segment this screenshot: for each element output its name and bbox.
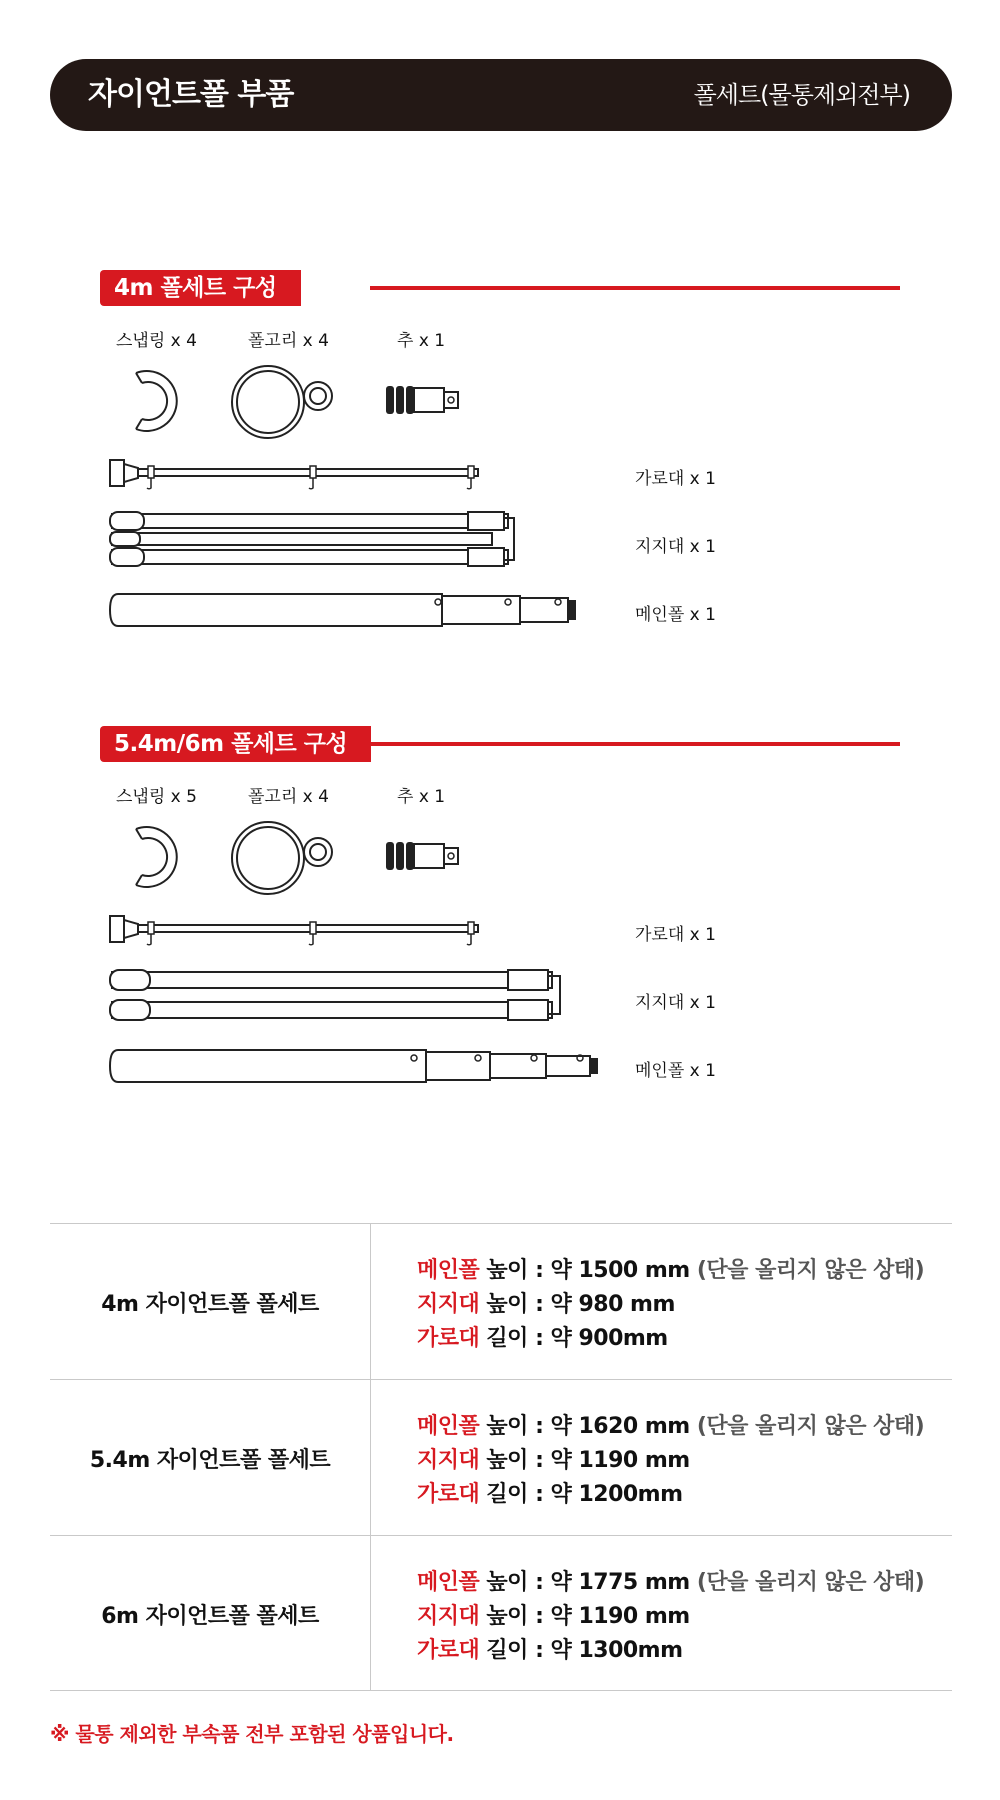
page-subtitle: 폴세트(물통제외전부) [693, 81, 910, 109]
spec-note: (단을 올리지 않은 상태) [689, 1570, 925, 1595]
spec-value: 높이 : 약 1620 mm [479, 1414, 690, 1439]
spec-lines [417, 1410, 924, 1512]
mainpole-label: 메인폴 x 1 [635, 605, 716, 625]
section-title: 5.4m/6m 폴세트 구성 [100, 726, 371, 762]
section-title: 4m 폴세트 구성 [100, 270, 301, 306]
spec-value: 높이 : 약 1500 mm [479, 1258, 690, 1283]
column-divider [370, 1224, 371, 1379]
spec-line-mainpole [417, 1254, 924, 1288]
spec-value: 높이 : 약 1190 mm [479, 1448, 690, 1473]
spec-key: 메인폴 [417, 1258, 480, 1283]
support-label: 지지대 x 1 [635, 993, 716, 1013]
spec-key: 지지대 [417, 1448, 480, 1473]
mainpole-icon [108, 588, 578, 632]
spec-value: 높이 : 약 980 mm [479, 1292, 675, 1317]
support-icon [108, 510, 518, 572]
spec-line-support [417, 1444, 924, 1478]
weight-label: 추 x 1 [397, 331, 446, 351]
spec-line-crossbar [417, 1634, 924, 1668]
spec-line-mainpole [417, 1410, 924, 1444]
polering-label: 폴고리 x 4 [248, 787, 329, 807]
table-row [50, 1223, 952, 1379]
crossbar-label: 가로대 x 1 [635, 925, 716, 945]
support-icon [108, 966, 568, 1028]
snapring-icon [124, 821, 194, 893]
spec-table [50, 1223, 952, 1691]
table-row [50, 1535, 952, 1691]
spec-value: 길이 : 약 1200mm [479, 1482, 683, 1507]
table-row [50, 1379, 952, 1535]
spec-key: 메인폴 [417, 1570, 480, 1595]
crossbar-icon [108, 912, 488, 952]
spec-key: 메인폴 [417, 1414, 480, 1439]
spec-lines [417, 1254, 924, 1356]
spec-line-support [417, 1288, 924, 1322]
spec-line-mainpole [417, 1566, 924, 1600]
spec-value: 높이 : 약 1190 mm [479, 1604, 690, 1629]
spec-key: 가로대 [417, 1326, 480, 1351]
section-divider [370, 286, 900, 290]
product-name: 4m 자이언트폴 폴세트 [101, 1291, 319, 1317]
mainpole-icon [108, 1044, 608, 1088]
footnote: ※ 물통 제외한 부속품 전부 포함된 상품입니다. [50, 1722, 454, 1746]
mainpole-label: 메인폴 x 1 [635, 1061, 716, 1081]
weight-icon [384, 382, 464, 418]
crossbar-label: 가로대 x 1 [635, 469, 716, 489]
header-bar [50, 59, 952, 131]
snapring-label: 스냅링 x 4 [116, 331, 197, 351]
product-name: 5.4m 자이언트폴 폴세트 [89, 1447, 331, 1473]
polering-icon [230, 362, 342, 442]
spec-line-crossbar [417, 1322, 924, 1356]
crossbar-icon [108, 456, 488, 496]
column-divider [370, 1536, 371, 1690]
weight-label: 추 x 1 [397, 787, 446, 807]
weight-icon [384, 838, 464, 874]
spec-key: 지지대 [417, 1292, 480, 1317]
spec-key: 가로대 [417, 1638, 480, 1663]
spec-key: 가로대 [417, 1482, 480, 1507]
snapring-label: 스냅링 x 5 [116, 787, 197, 807]
spec-value: 높이 : 약 1775 mm [479, 1570, 690, 1595]
section-divider [370, 742, 900, 746]
page-title: 자이언트폴 부품 [88, 77, 294, 112]
polering-icon [230, 818, 342, 898]
spec-note: (단을 올리지 않은 상태) [689, 1414, 925, 1439]
spec-lines [417, 1566, 924, 1668]
column-divider [370, 1380, 371, 1535]
spec-key: 지지대 [417, 1604, 480, 1629]
support-label: 지지대 x 1 [635, 537, 716, 557]
polering-label: 폴고리 x 4 [248, 331, 329, 351]
spec-value: 길이 : 약 1300mm [479, 1638, 683, 1663]
spec-note: (단을 올리지 않은 상태) [689, 1258, 925, 1283]
product-name: 6m 자이언트폴 폴세트 [101, 1603, 319, 1629]
spec-value: 길이 : 약 900mm [479, 1326, 668, 1351]
spec-line-crossbar [417, 1478, 924, 1512]
spec-line-support [417, 1600, 924, 1634]
snapring-icon [124, 365, 194, 437]
